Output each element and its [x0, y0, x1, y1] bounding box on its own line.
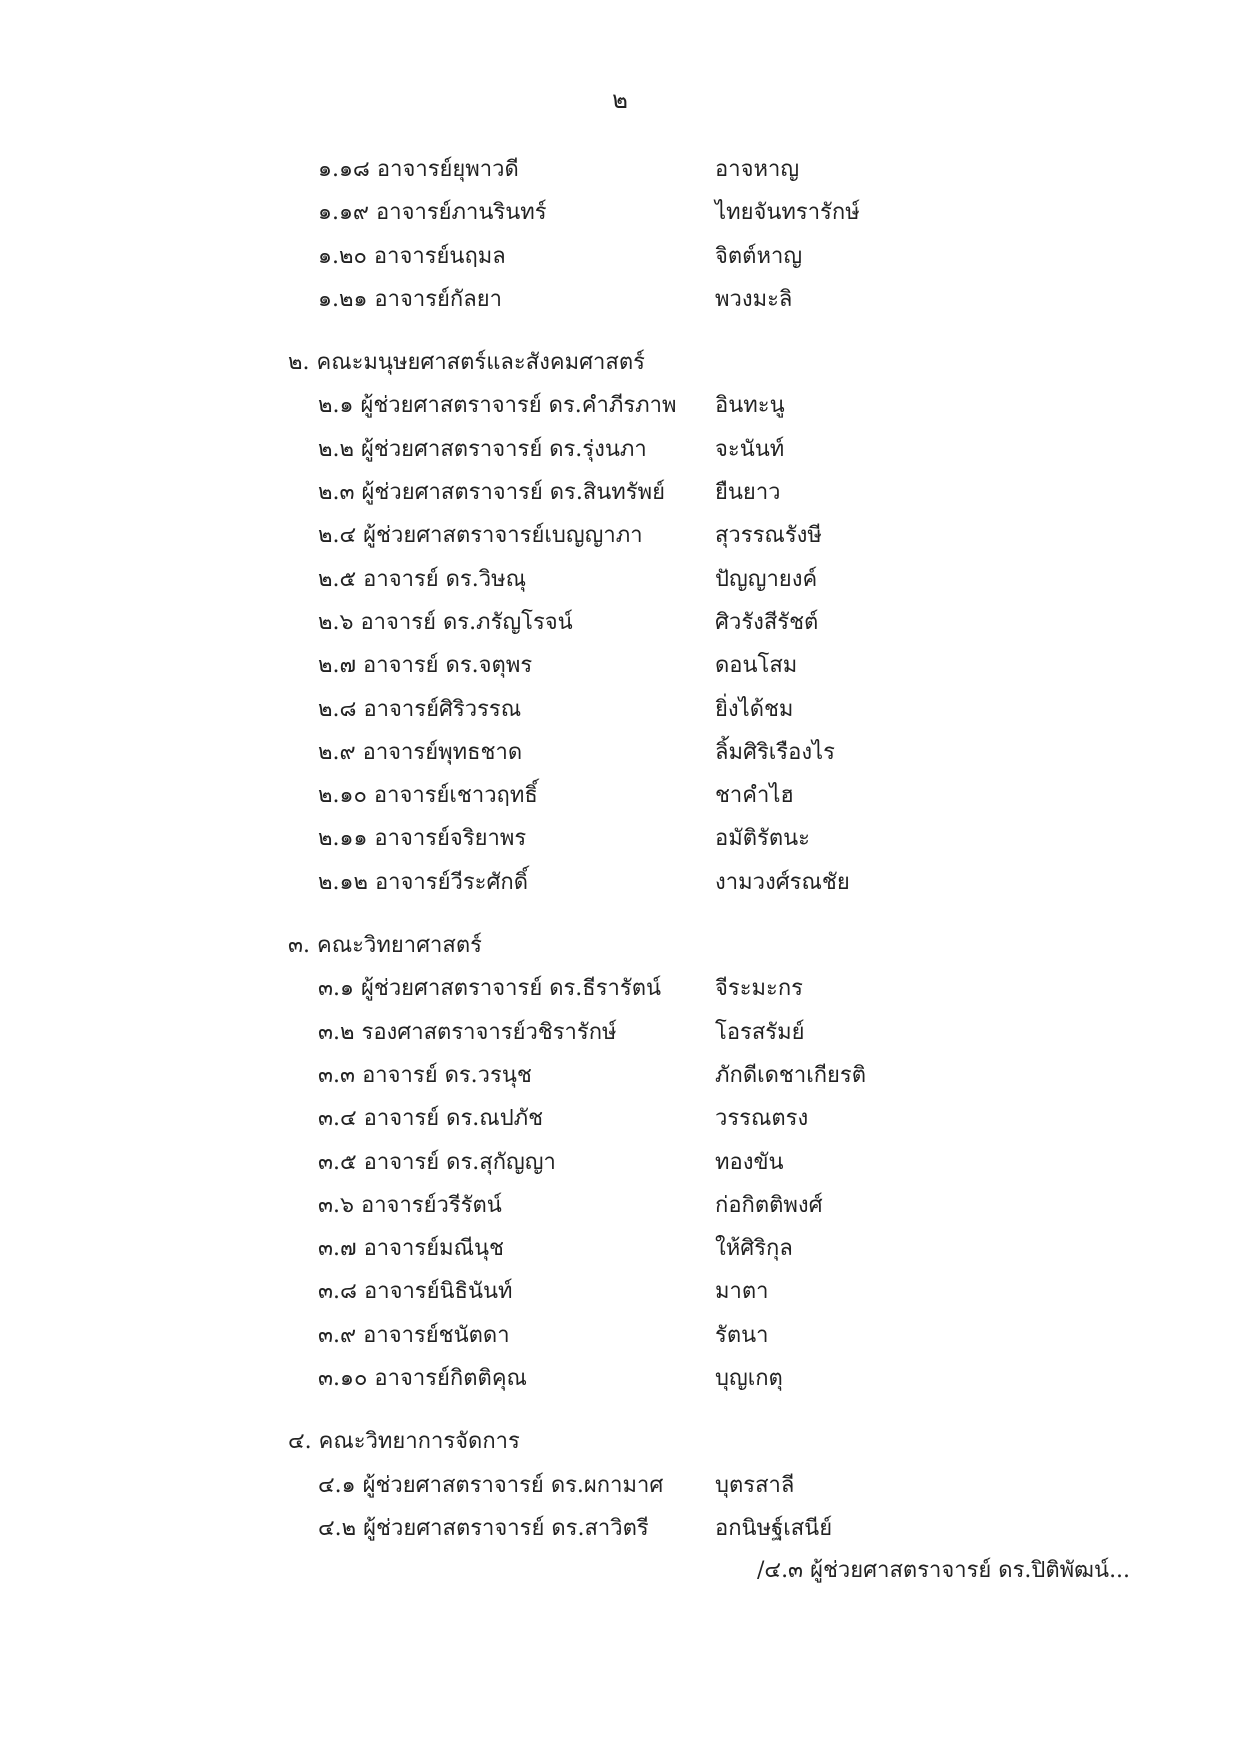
list-item — [0, 601, 1240, 644]
member-name: ๔.๒ ผู้ช่วยศาสตราจารย์ ดร.สาวิตรี — [318, 1515, 649, 1541]
member-name: ๑.๑๘ อาจารย์ยุพาวดี — [318, 157, 519, 182]
list-item — [0, 644, 1240, 687]
section-title: ๓. คณะวิทยาศาสตร์ — [288, 933, 482, 959]
member-surname: จีระมะกร — [715, 976, 803, 1002]
list-item — [0, 1507, 1240, 1550]
member-name: ๔.๑ ผู้ช่วยศาสตราจารย์ ดร.ผกามาศ — [318, 1472, 664, 1498]
member-surname: จิตต์หาญ — [715, 243, 803, 269]
member-name: ๒.๔ ผู้ช่วยศาสตราจารย์เบญญาภา — [318, 523, 643, 549]
member-name: ๓.๔ อาจารย์ ดร.ณปภัช — [318, 1106, 544, 1132]
member-surname: อกนิษฐ์เสนีย์ — [715, 1515, 833, 1541]
member-surname: ยิ่งได้ชม — [715, 696, 794, 722]
member-surname: ทองขัน — [715, 1149, 784, 1175]
member-surname: จะนันท์ — [715, 436, 785, 462]
list-item — [0, 1357, 1240, 1400]
list-item — [0, 1184, 1240, 1227]
list-item — [0, 1054, 1240, 1097]
member-surname: ก่อกิตติพงศ์ — [715, 1192, 823, 1218]
list-item — [0, 774, 1240, 817]
member-surname: อมัติรัตนะ — [715, 826, 810, 852]
section-heading — [0, 341, 1240, 384]
member-surname: ยืนยาว — [715, 480, 781, 506]
list-item — [0, 191, 1240, 234]
list-item — [0, 861, 1240, 904]
list-item — [0, 688, 1240, 731]
member-surname: ปัญญายงค์ — [715, 566, 818, 592]
member-name: ๒.๖ อาจารย์ ดร.ภรัญโรจน์ — [318, 609, 573, 635]
list-item — [0, 967, 1240, 1010]
section-title: ๒. คณะมนุษยศาสตร์และสังคมศาสตร์ — [288, 350, 645, 376]
member-name: ๓.๓ อาจารย์ ดร.วรนุช — [318, 1062, 532, 1088]
continuation-note: /๔.๓ ผู้ช่วยศาสตราจารย์ ดร.ปิติพัฒน์... — [757, 1558, 1131, 1583]
member-name: ๒.๒ ผู้ช่วยศาสตราจารย์ ดร.รุ่งนภา — [318, 436, 647, 462]
member-name: ๓.๑๐ อาจารย์กิตติคุณ — [318, 1366, 527, 1392]
member-name: ๒.๘ อาจารย์ศิริวรรณ — [318, 696, 522, 722]
member-name: ๓.๘ อาจารย์นิธินันท์ — [318, 1279, 513, 1305]
member-name: ๓.๙ อาจารย์ชนัตดา — [318, 1322, 510, 1348]
member-name: ๒.๑ ผู้ช่วยศาสตราจารย์ ดร.คำภีรภาพ — [318, 393, 677, 419]
list-item — [0, 384, 1240, 427]
member-surname: พวงมะลิ — [715, 286, 793, 312]
member-name: ๒.๑๒ อาจารย์วีระศักดิ์ — [318, 869, 529, 895]
member-surname: วรรณตรง — [715, 1106, 809, 1132]
list-item — [0, 471, 1240, 514]
member-name: ๒.๓ ผู้ช่วยศาสตราจารย์ ดร.สินทรัพย์ — [318, 480, 666, 506]
list-item — [0, 1141, 1240, 1184]
member-name: ๑.๒๐ อาจารย์นฤมล — [318, 243, 506, 269]
page-number: ๒ — [612, 86, 628, 114]
member-surname: โอรสรัมย์ — [715, 1019, 805, 1045]
list-item — [0, 514, 1240, 557]
list-item — [0, 1097, 1240, 1140]
section-heading — [0, 1420, 1240, 1463]
member-name: ๒.๑๐ อาจารย์เชาวฤทธิ์ — [318, 783, 538, 809]
member-name: ๑.๑๙ อาจารย์ภานรินทร์ — [318, 200, 547, 226]
list-item — [0, 278, 1240, 321]
member-surname: ศิวรังสีรัชต์ — [715, 609, 819, 635]
member-surname: ภักดีเดชาเกียรติ — [715, 1062, 867, 1088]
list-item — [0, 148, 1240, 191]
member-name: ๓.๖ อาจารย์วรีรัตน์ — [318, 1192, 502, 1218]
member-name: ๓.๗ อาจารย์มณีนุช — [318, 1236, 504, 1262]
list-item — [0, 1464, 1240, 1507]
member-surname: ชาคำไฮ — [715, 783, 794, 809]
member-name: ๒.๕ อาจารย์ ดร.วิษณุ — [318, 566, 527, 592]
section-heading — [0, 924, 1240, 967]
member-surname: ดอนโสม — [715, 653, 798, 679]
member-surname: บุตรสาลี — [715, 1472, 795, 1498]
member-name: ๒.๙ อาจารย์พุทธชาด — [318, 739, 523, 765]
member-name: ๓.๕ อาจารย์ ดร.สุกัญญา — [318, 1149, 556, 1175]
section-title: ๔. คณะวิทยาการจัดการ — [288, 1429, 520, 1455]
member-surname: รัตนา — [715, 1322, 769, 1348]
list-item — [0, 235, 1240, 278]
list-item — [0, 1011, 1240, 1054]
list-item — [0, 731, 1240, 774]
list-item — [0, 1227, 1240, 1270]
member-surname: อาจหาญ — [715, 157, 800, 182]
member-surname: บุญเกตุ — [715, 1366, 783, 1392]
list-item — [0, 558, 1240, 601]
member-surname: อินทะนู — [715, 393, 785, 419]
member-list — [0, 148, 1240, 1550]
list-item — [0, 817, 1240, 860]
member-surname: ให้ศิริกุล — [715, 1236, 793, 1262]
list-item — [0, 428, 1240, 471]
member-surname: งามวงศ์รณชัย — [715, 869, 850, 895]
member-name: ๑.๒๑ อาจารย์กัลยา — [318, 286, 502, 312]
member-surname: ไทยจันทรารักษ์ — [715, 200, 860, 226]
member-surname: สุวรรณรังษี — [715, 523, 822, 549]
member-name: ๓.๑ ผู้ช่วยศาสตราจารย์ ดร.ธีรารัตน์ — [318, 976, 662, 1002]
member-name: ๒.๑๑ อาจารย์จริยาพร — [318, 826, 527, 852]
list-item — [0, 1270, 1240, 1313]
member-name: ๓.๒ รองศาสตราจารย์วชิรารักษ์ — [318, 1019, 617, 1045]
member-surname: มาตา — [715, 1279, 769, 1305]
member-name: ๒.๗ อาจารย์ ดร.จตุพร — [318, 653, 533, 679]
member-surname: ลิ้มศิริเรืองไร — [715, 739, 835, 765]
list-item — [0, 1314, 1240, 1357]
